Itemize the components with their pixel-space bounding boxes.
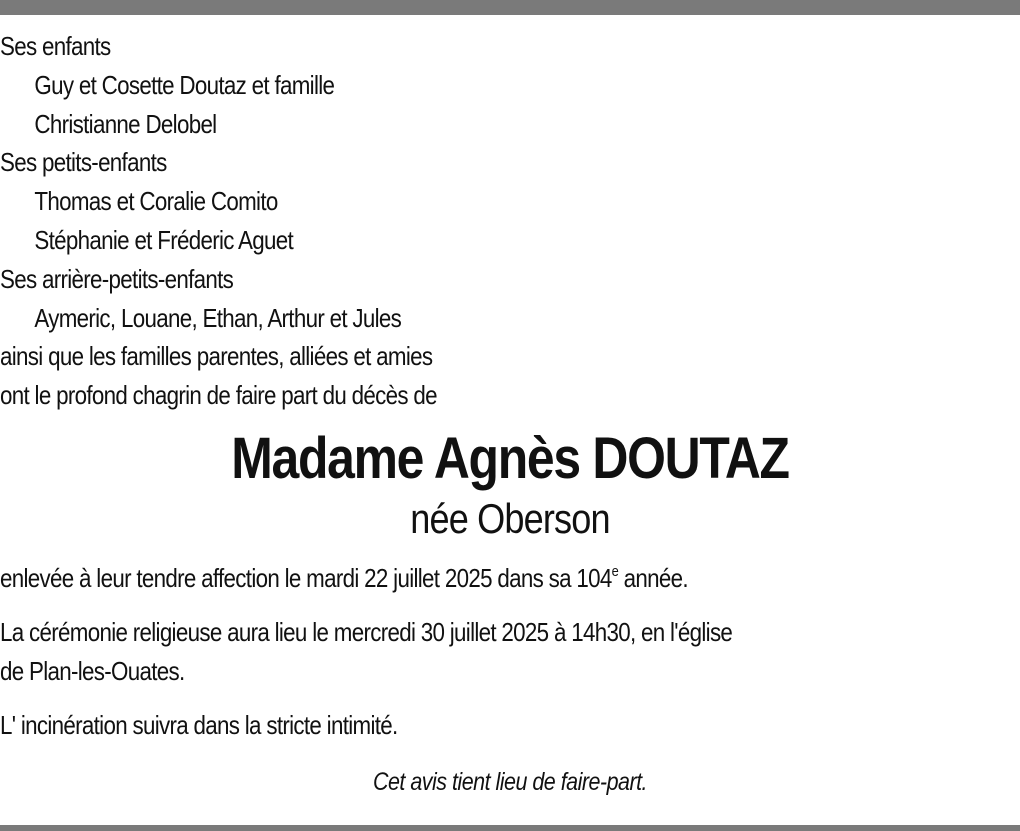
- top-border-rule: [0, 0, 1020, 15]
- child-name: Christianne Delobel: [34, 108, 217, 139]
- death-statement: [0, 559, 877, 598]
- grandchild-name: Stéphanie et Fréderic Aguet: [34, 224, 294, 255]
- obituary-notice: [0, 27, 1020, 799]
- bottom-border-rule: [0, 825, 1020, 831]
- ceremony-line: de Plan-les-Ouates.: [0, 655, 185, 686]
- cremation-statement: L' incinération suivra dans la stricte intimité.: [0, 710, 398, 741]
- announcement-line: ont le profond chagrin de faire part du décès de: [0, 380, 437, 411]
- maiden-name: née Oberson: [410, 494, 610, 542]
- child-name: Guy et Cosette Doutaz et famille: [34, 69, 335, 100]
- ceremony-statement: [0, 613, 877, 690]
- death-statement-text: enlevée à leur tendre affection le mardi 22 juillet 2025 dans sa 104: [0, 562, 612, 593]
- deceased-name: Madame Agnès DOUTAZ: [231, 425, 789, 491]
- death-statement-end: année.: [618, 562, 688, 593]
- closing-note: Cet avis tient lieu de faire-part.: [372, 767, 648, 796]
- great-grandchildren-heading: Ses arrière-petits-enfants: [0, 263, 234, 294]
- great-grandchild-names: Aymeric, Louane, Ethan, Arthur et Jules: [34, 302, 402, 333]
- children-heading: Ses enfants: [0, 31, 111, 61]
- relatives-line: ainsi que les familles parentes, alliées et amies: [0, 341, 433, 372]
- grandchildren-heading: Ses petits-enfants: [0, 147, 167, 178]
- grandchild-name: Thomas et Coralie Comito: [34, 186, 278, 217]
- ordinal-suffix: e: [611, 562, 619, 580]
- ceremony-line: La cérémonie religieuse aura lieu le mercredi 30 juillet 2025 à 14h30, en l'église: [0, 617, 733, 648]
